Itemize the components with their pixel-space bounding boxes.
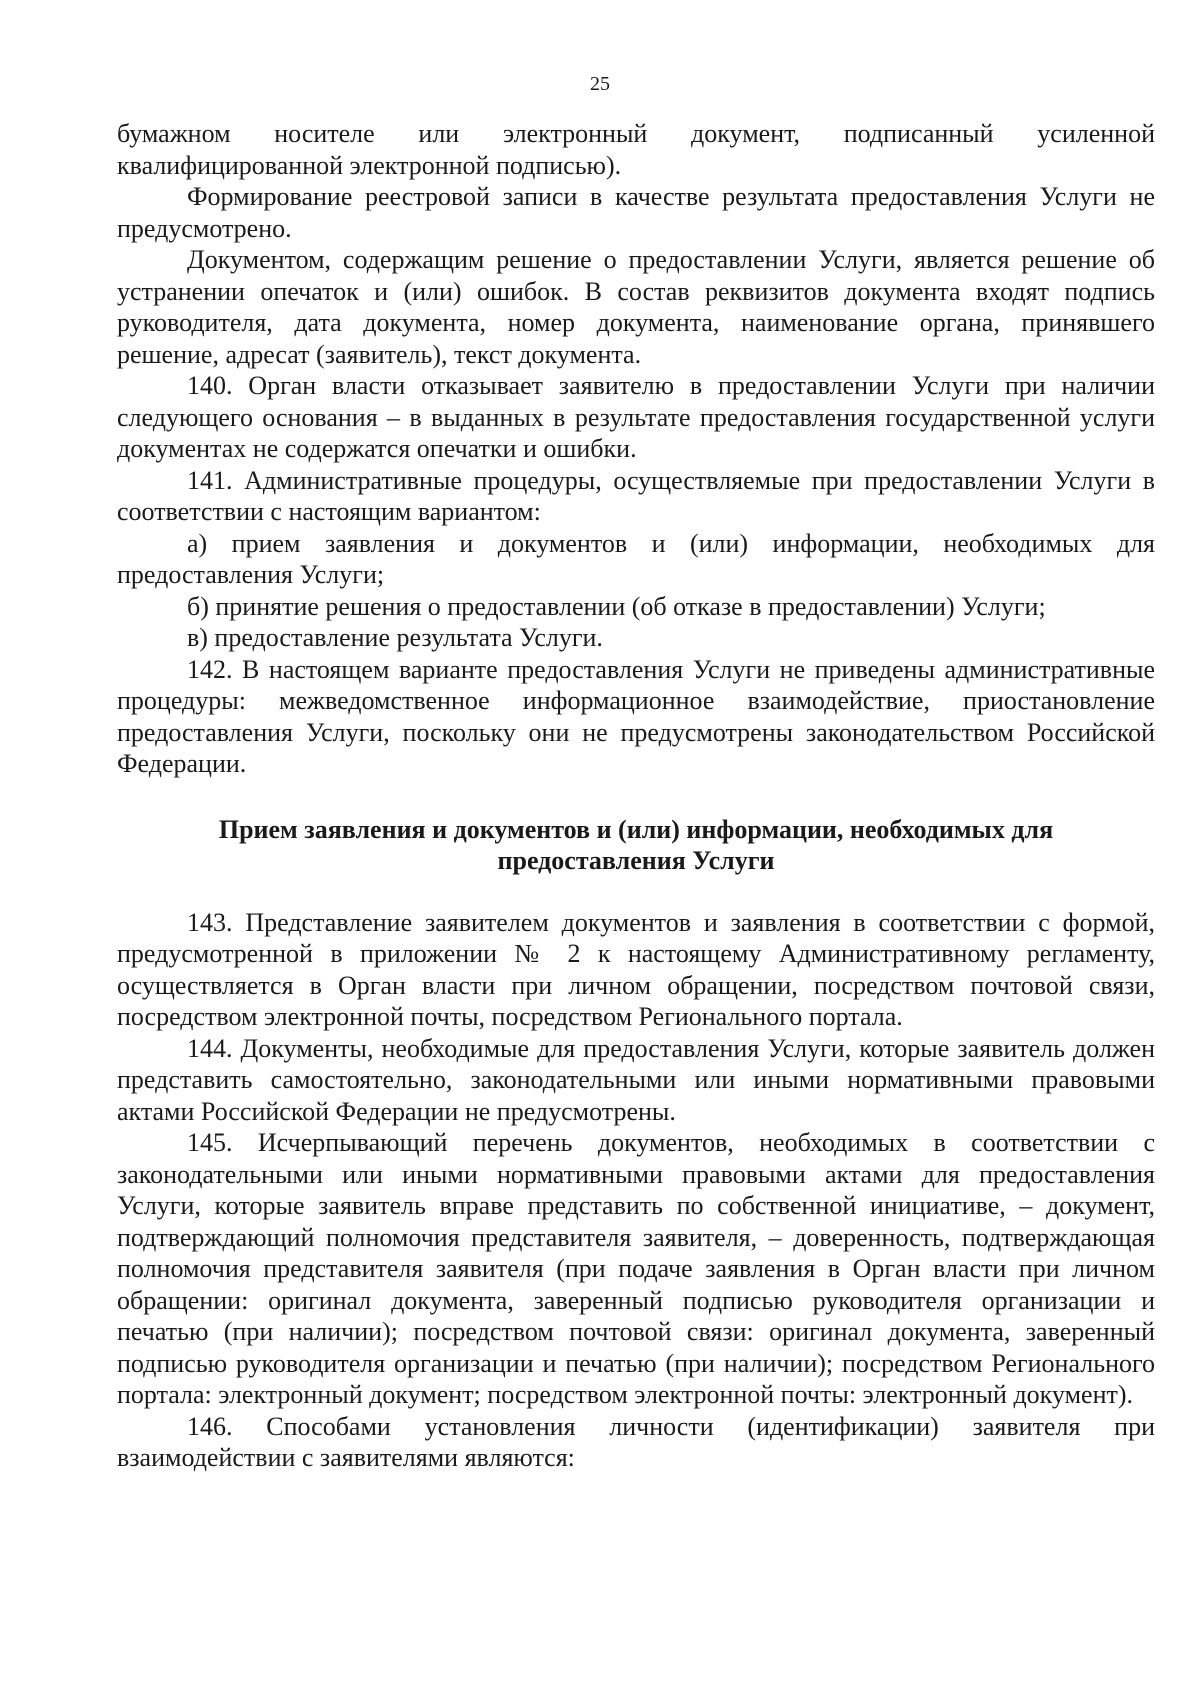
list-item-a: а) прием заявления и документов и (или) информации, необходимых для предоставления Услуги; xyxy=(117,528,1155,589)
paragraph-140: 140. Орган власти отказывает заявителю в предоставлении Услуги при наличии следующего основания – в выданных в результате предоставления государственной услуги документах не содержатся опечатки и ошибки. xyxy=(117,371,1155,463)
paragraph-registry-record: Формирование реестровой записи в качестве результата предоставления Услуги не предусмотрено. xyxy=(117,182,1155,243)
paragraph-146: 146. Способами установления личности (идентификации) заявителя при взаимодействии с заявителями являются: xyxy=(117,1411,1155,1472)
section-heading xyxy=(117,814,1155,877)
document-body xyxy=(117,118,1155,1474)
paragraph-142: 142. В настоящем варианте предоставления Услуги не приведены административные процедуры: межведомственное информационное взаимодействие, приостановление предоставления Услуги, поскольку они не предусмотрены законодательством Российской Федерации. xyxy=(117,654,1155,778)
page-number: 25 xyxy=(590,73,610,95)
list-item-c: в) предоставление результата Услуги. xyxy=(187,623,603,652)
section-heading-line1: Прием заявления и документов и (или) информации, необходимых для xyxy=(218,814,1054,844)
paragraph-continuation: бумажном носителе или электронный документ, подписанный усиленной квалифицированной электронной подписью). xyxy=(117,119,1155,180)
paragraph-decision-document: Документом, содержащим решение о предоставлении Услуги, является решение об устранении опечаток и (или) ошибок. В состав реквизитов документа входят подпись руководителя, дата документа, номер документа, наименование органа, принявшего решение, адресат (заявитель), текст документа. xyxy=(117,245,1155,369)
list-item-b: б) принятие решения о предоставлении (об отказе в предоставлении) Услуги; xyxy=(187,591,1046,621)
paragraph-141: 141. Административные процедуры, осуществляемые при предоставлении Услуги в соответствии с настоящим вариантом: xyxy=(117,465,1155,526)
paragraph-143: 143. Представление заявителем документов и заявления в соответствии с формой, предусмотренной в приложении № 2 к настоящему Административному регламенту, осуществляется в Орган власти при личном обращении, посредством почтовой связи, посредством электронной почты, посредством Регионального портала. xyxy=(117,907,1155,1031)
paragraph-144: 144. Документы, необходимые для предоставления Услуги, которые заявитель должен представить самостоятельно, законодательными или иными нормативными правовыми актами Российской Федерации не предусмотрены. xyxy=(117,1033,1155,1126)
section-heading-line2: предоставления Услуги xyxy=(497,846,775,875)
paragraph-145: 145. Исчерпывающий перечень документов, необходимых в соответствии с законодательными или иными нормативными правовыми актами для предоставления Услуги, которые заявитель вправе представить по собственной инициативе, – документ, подтверждающий полномочия представителя заявителя, – доверенность, подтверждающая полномочия представителя заявителя (при подаче заявления в Орган власти при личном обращении: оригинал документа, заверенный подписью руководителя организации и печатью (при наличии); посредством почтовой связи: оригинал документа, заверенный подписью руководителя организации и печатью (при наличии); посредством Регионального портала: электронный документ; посредством электронной почты: электронный документ). xyxy=(117,1128,1155,1409)
